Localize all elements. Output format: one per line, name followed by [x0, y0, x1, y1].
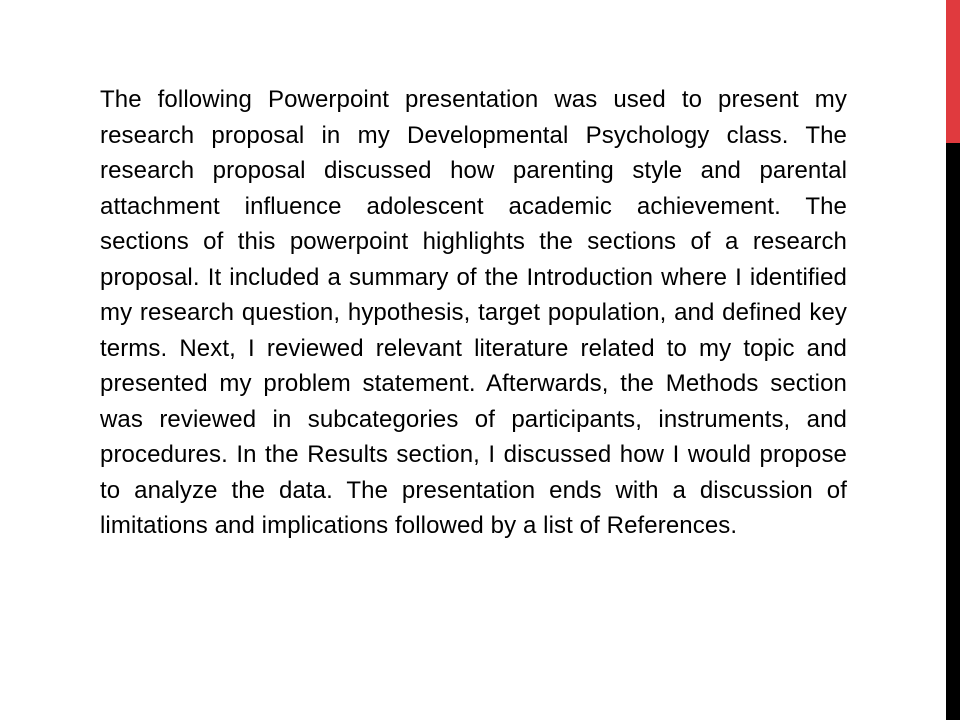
decorative-side-bar-accent — [946, 0, 960, 143]
decorative-side-bar — [946, 0, 960, 720]
slide-body-text: The following Powerpoint presentation was used to present my research proposal in my Developmental Psychology class. The research proposal discussed how parenting style and parental attachment influence adolescent academic achievement. The sections of this powerpoint highlights the sections of a research proposal. It included a summary of the Introduction where I identified my research question, hypothesis, target population, and defined key terms. Next, I reviewed relevant literature related to my topic and presented my problem statement. Afterwards, the Methods section was reviewed in subcategories of participants, instruments, and procedures. In the Results section, I discussed how I would propose to analyze the data. The presentation ends with a discussion of limitations and implications followed by a list of References. — [100, 86, 847, 539]
